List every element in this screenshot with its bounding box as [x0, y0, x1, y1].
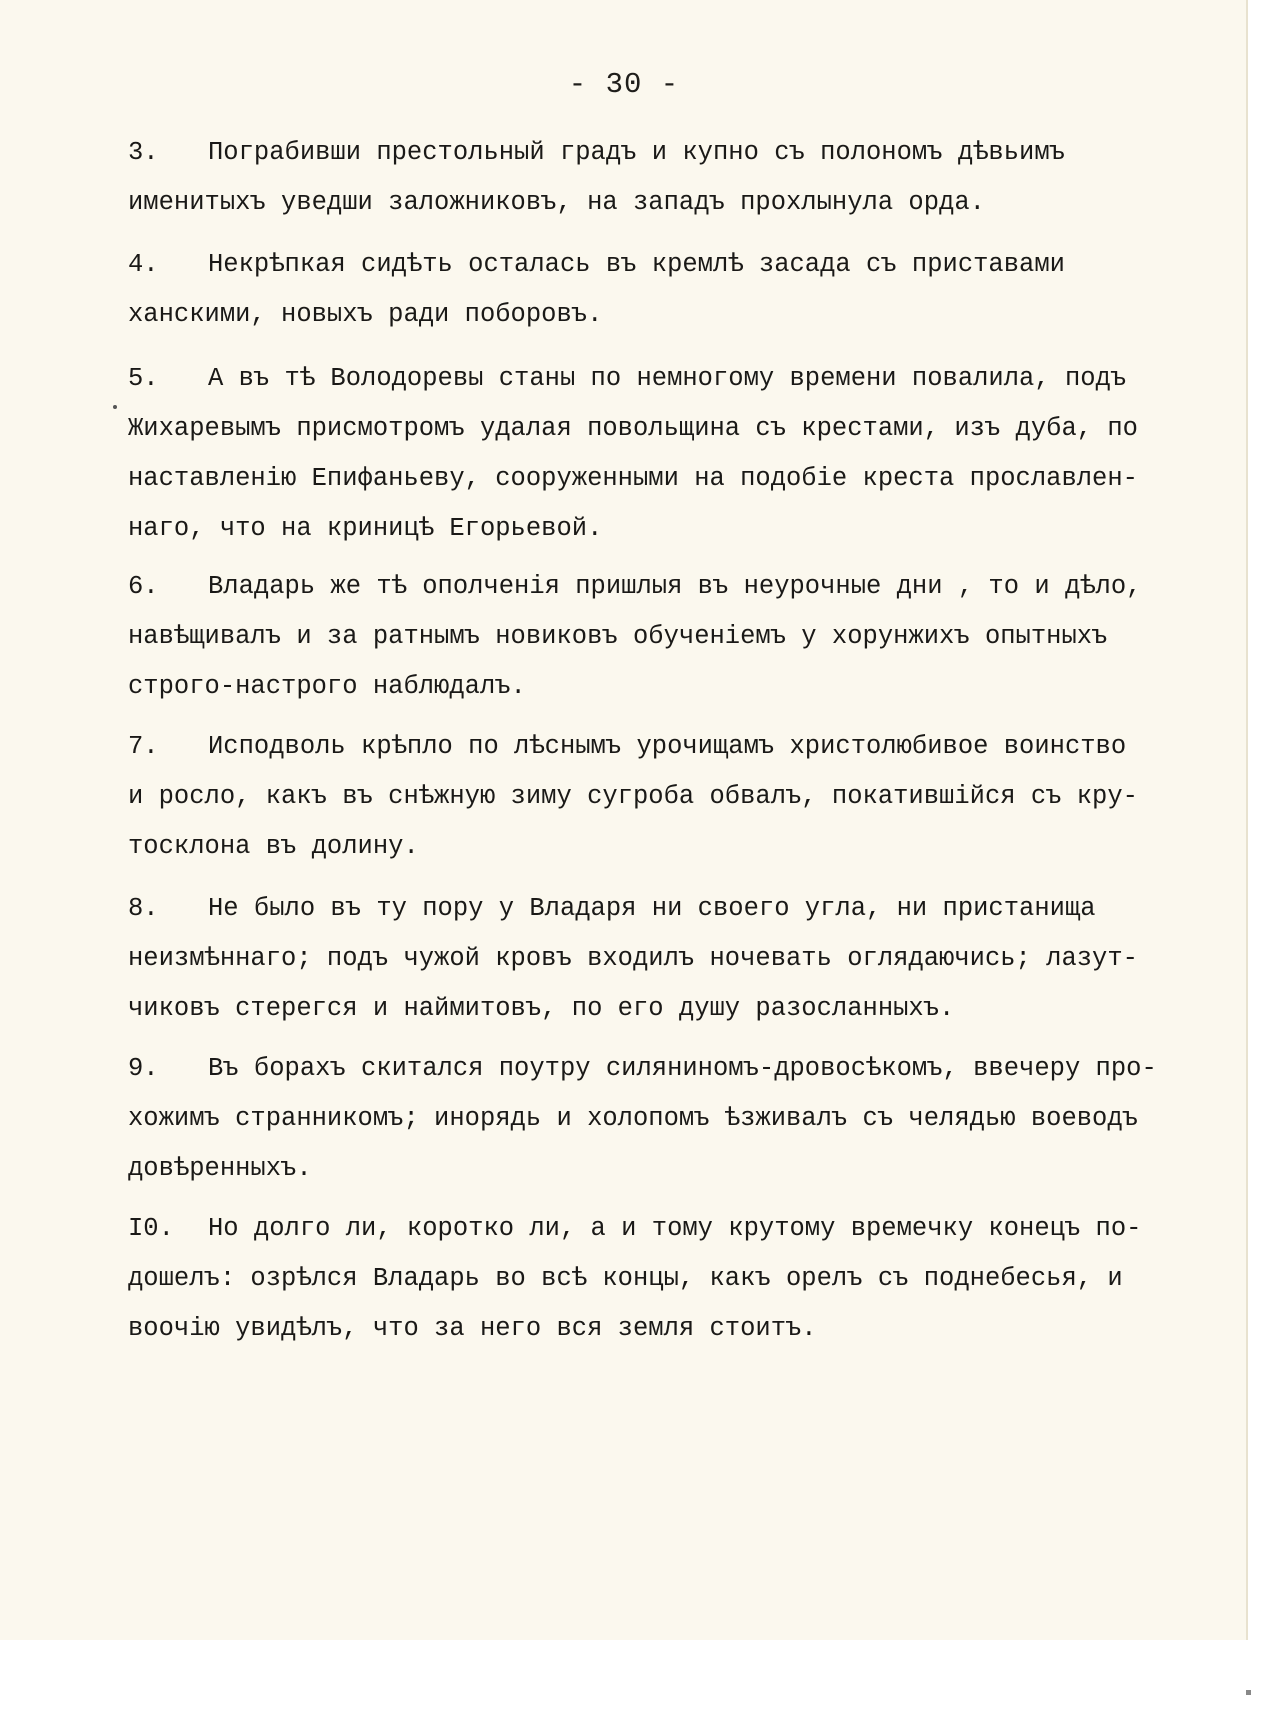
paragraph-number: 4. — [128, 250, 159, 279]
paragraph-line: I0. Но долго ли, коротко ли, а и тому крутому времечку конецъ по- — [128, 1204, 1228, 1254]
paragraph-line: довѣренныхъ. — [128, 1154, 312, 1183]
paragraph-line: тосклона въ долину. — [128, 832, 419, 861]
paragraph-3 — [128, 128, 1228, 228]
paragraph-7 — [128, 722, 1228, 872]
paragraph-line: дошелъ: озрѣлся Владарь во всѣ концы, какъ орелъ съ поднебесья, и — [128, 1264, 1123, 1293]
paragraph-number: 8. — [128, 894, 159, 923]
paragraph-line: и росло, какъ въ снѣжную зиму сугроба обвалъ, покатившійся съ кру- — [128, 782, 1138, 811]
paragraph-number: 5. — [128, 364, 159, 393]
paragraph-line: воочію увидѣлъ, что за него вся земля стоитъ. — [128, 1314, 817, 1343]
page-number: - 30 - — [568, 68, 680, 101]
paragraph-line: чиковъ стерегся и наймитовъ, по его душу разосланныхъ. — [128, 994, 955, 1023]
paragraph-line: именитыхъ уведши заложниковъ, на западъ прохлынула орда. — [128, 188, 985, 217]
paragraph-line: наставленію Епифаньеву, сооруженными на подобіе креста прославлен- — [128, 464, 1138, 493]
paragraph-number: 3. — [128, 138, 159, 167]
paragraph-line: 8. Не было въ ту пору у Владаря ни своего угла, ни пристанища — [128, 884, 1228, 934]
paragraph-line: 5. А въ тѣ Володоревы станы по немногому времени повалила, подъ — [128, 354, 1228, 404]
paragraph-line: 9. Въ борахъ скитался поутру силяниномъ-дровосѣкомъ, ввечеру про- — [128, 1044, 1228, 1094]
paragraph-line: 6. Владарь же тѣ ополченія пришлыя въ неурочные дни , то и дѣло, — [128, 562, 1228, 612]
paragraph-4 — [128, 240, 1228, 340]
paragraph-8 — [128, 884, 1228, 1034]
paragraph-number: 6. — [128, 572, 159, 601]
paragraph-line: наго, что на криницѣ Егорьевой. — [128, 514, 603, 543]
paragraph-number: I0. — [128, 1214, 174, 1243]
paragraph-line: 7. Исподволь крѣпло по лѣснымъ урочищамъ христолюбивое воинство — [128, 722, 1228, 772]
paragraph-5 — [128, 354, 1228, 554]
paragraph-line: 3. Пограбивши престольный градъ и купно съ полономъ дѣвьимъ — [128, 128, 1228, 178]
paragraph-number: 7. — [128, 732, 159, 761]
paragraph-number: 9. — [128, 1054, 159, 1083]
stray-ink-mark — [113, 405, 117, 409]
paragraph-line: ханскими, новыхъ ради поборовъ. — [128, 300, 603, 329]
paragraph-6 — [128, 562, 1228, 712]
paragraph-9 — [128, 1044, 1228, 1194]
paragraph-10 — [128, 1204, 1228, 1354]
paragraph-line: неизмѣннаго; подъ чужой кровъ входилъ ночевать оглядаючись; лазут- — [128, 944, 1138, 973]
paragraph-line: навѣщивалъ и за ратнымъ новиковъ обученіемъ у хорунжихъ опытныхъ — [128, 622, 1108, 651]
corner-speck — [1246, 1690, 1251, 1695]
paragraph-line: Жихаревымъ присмотромъ удалая повольщина съ крестами, изъ дуба, по — [128, 414, 1138, 443]
paragraph-line: строго-настрого наблюдалъ. — [128, 672, 526, 701]
paragraph-line: 4. Некрѣпкая сидѣть осталась въ кремлѣ засада съ приставами — [128, 240, 1228, 290]
paragraph-line: хожимъ странникомъ; инорядь и холопомъ ѣзживалъ съ челядью воеводъ — [128, 1104, 1138, 1133]
